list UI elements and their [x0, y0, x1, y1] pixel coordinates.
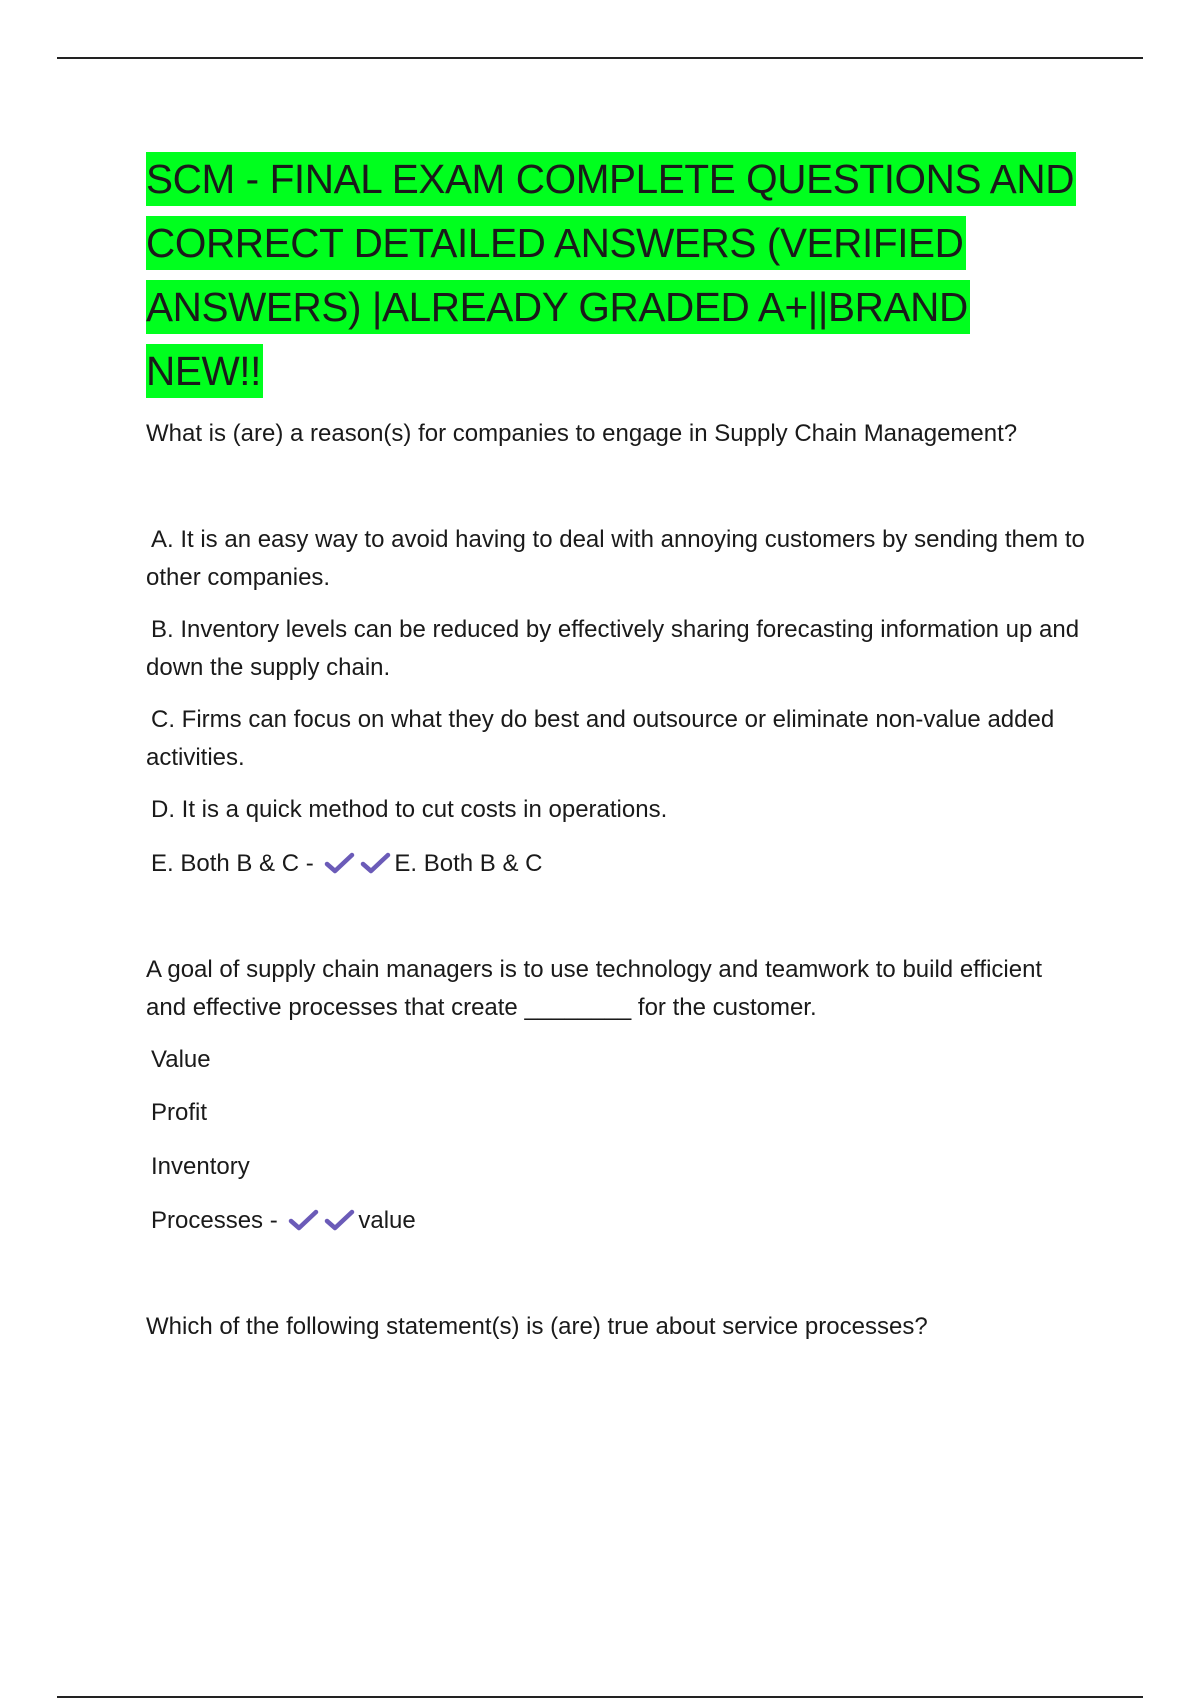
title-line: ANSWERS) |ALREADY GRADED A+||BRAND	[146, 280, 970, 334]
title-line: NEW!!	[146, 344, 263, 398]
answer-option-label: E. Both B & C -	[151, 850, 314, 877]
document-title	[146, 147, 1086, 403]
answer-option: Value	[151, 1046, 211, 1073]
answer-option: Profit	[151, 1099, 208, 1126]
check-icon	[324, 851, 356, 875]
footer-rule	[57, 1696, 1143, 1698]
header-rule	[57, 57, 1143, 59]
answer-option: D. It is a quick method to cut costs in operations.	[151, 796, 668, 823]
check-icon	[288, 1208, 320, 1232]
question-prompt: A goal of supply chain managers is to use technology and teamwork to build efficient and effective processes that create ________ for the customer.	[146, 956, 1043, 1021]
answer-option-label: Processes -	[151, 1207, 278, 1234]
answer-option: C. Firms can focus on what they do best and outsource or eliminate non-value added activities.	[146, 706, 1055, 771]
correct-answer-line	[146, 845, 1086, 883]
question-prompt: Which of the following statement(s) is (are) true about service processes?	[146, 1313, 928, 1340]
question-prompt: What is (are) a reason(s) for companies to engage in Supply Chain Management?	[146, 420, 1018, 447]
question-block	[146, 1308, 1086, 1346]
answer-option: Inventory	[151, 1153, 250, 1180]
answer-text: E. Both B & C	[394, 850, 543, 877]
title-line: CORRECT DETAILED ANSWERS (VERIFIED	[146, 216, 966, 270]
answer-option: A. It is an easy way to avoid having to deal with annoying customers by sending them to other companies.	[146, 526, 1085, 591]
document-body	[146, 147, 1086, 1346]
check-icon	[324, 1208, 356, 1232]
correct-answer-line	[146, 1202, 1086, 1240]
question-block	[146, 415, 1086, 883]
answer-text: value	[358, 1207, 416, 1234]
answer-option: B. Inventory levels can be reduced by effectively sharing forecasting information up and down the supply chain.	[146, 616, 1080, 681]
check-icon	[360, 851, 392, 875]
question-block	[146, 951, 1086, 1240]
title-line: SCM - FINAL EXAM COMPLETE QUESTIONS AND	[146, 152, 1076, 206]
